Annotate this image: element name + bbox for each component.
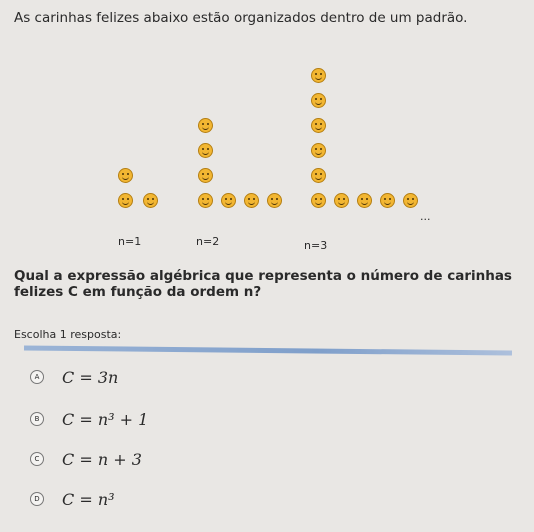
smiley-face-icon	[267, 193, 282, 208]
pattern-label-n1: n=1	[118, 235, 142, 248]
smiley-face-icon	[311, 118, 326, 133]
intro-text: As carinhas felizes abaixo estão organizados dentro de um padrão.	[14, 10, 468, 26]
smiley-face-icon	[221, 193, 236, 208]
smiley-face-icon	[244, 193, 259, 208]
option-expression: C = 3n	[62, 367, 119, 387]
answer-option-b[interactable]	[30, 408, 148, 430]
smiley-face-icon	[311, 68, 326, 83]
divider	[24, 345, 512, 355]
pattern-label-n2: n=2	[196, 235, 220, 248]
smiley-face-icon	[311, 193, 326, 208]
smiley-face-icon	[357, 193, 372, 208]
smiley-face-icon	[380, 193, 395, 208]
option-letter-badge: B	[30, 412, 44, 426]
smiley-face-icon	[118, 168, 133, 183]
smiley-face-icon	[311, 168, 326, 183]
smiley-pattern-figure	[0, 55, 534, 260]
smiley-face-icon	[118, 193, 133, 208]
smiley-face-icon	[403, 193, 418, 208]
option-expression: C = n³	[62, 489, 115, 509]
answer-instruction: Escolha 1 resposta:	[14, 328, 122, 341]
answer-option-a[interactable]	[30, 366, 118, 388]
question-text: Qual a expressão algébrica que representa o número de carinhas felizes C em função da ordem n?	[14, 268, 512, 300]
pattern-label-n3: n=3	[304, 239, 328, 252]
option-letter-badge: A	[30, 370, 44, 384]
option-expression: C = n³ + 1	[62, 409, 149, 429]
smiley-face-icon	[198, 143, 213, 158]
option-letter-badge: C	[30, 452, 44, 466]
smiley-face-icon	[311, 93, 326, 108]
smiley-face-icon	[334, 193, 349, 208]
smiley-face-icon	[198, 118, 213, 133]
answer-option-c[interactable]	[30, 448, 142, 470]
smiley-face-icon	[311, 143, 326, 158]
option-letter-badge: D	[30, 492, 44, 506]
smiley-face-icon	[198, 193, 213, 208]
pattern-ellipsis: ...	[420, 210, 431, 223]
answer-option-d[interactable]	[30, 488, 115, 510]
option-expression: C = n + 3	[62, 449, 142, 469]
smiley-face-icon	[143, 193, 158, 208]
smiley-face-icon	[198, 168, 213, 183]
